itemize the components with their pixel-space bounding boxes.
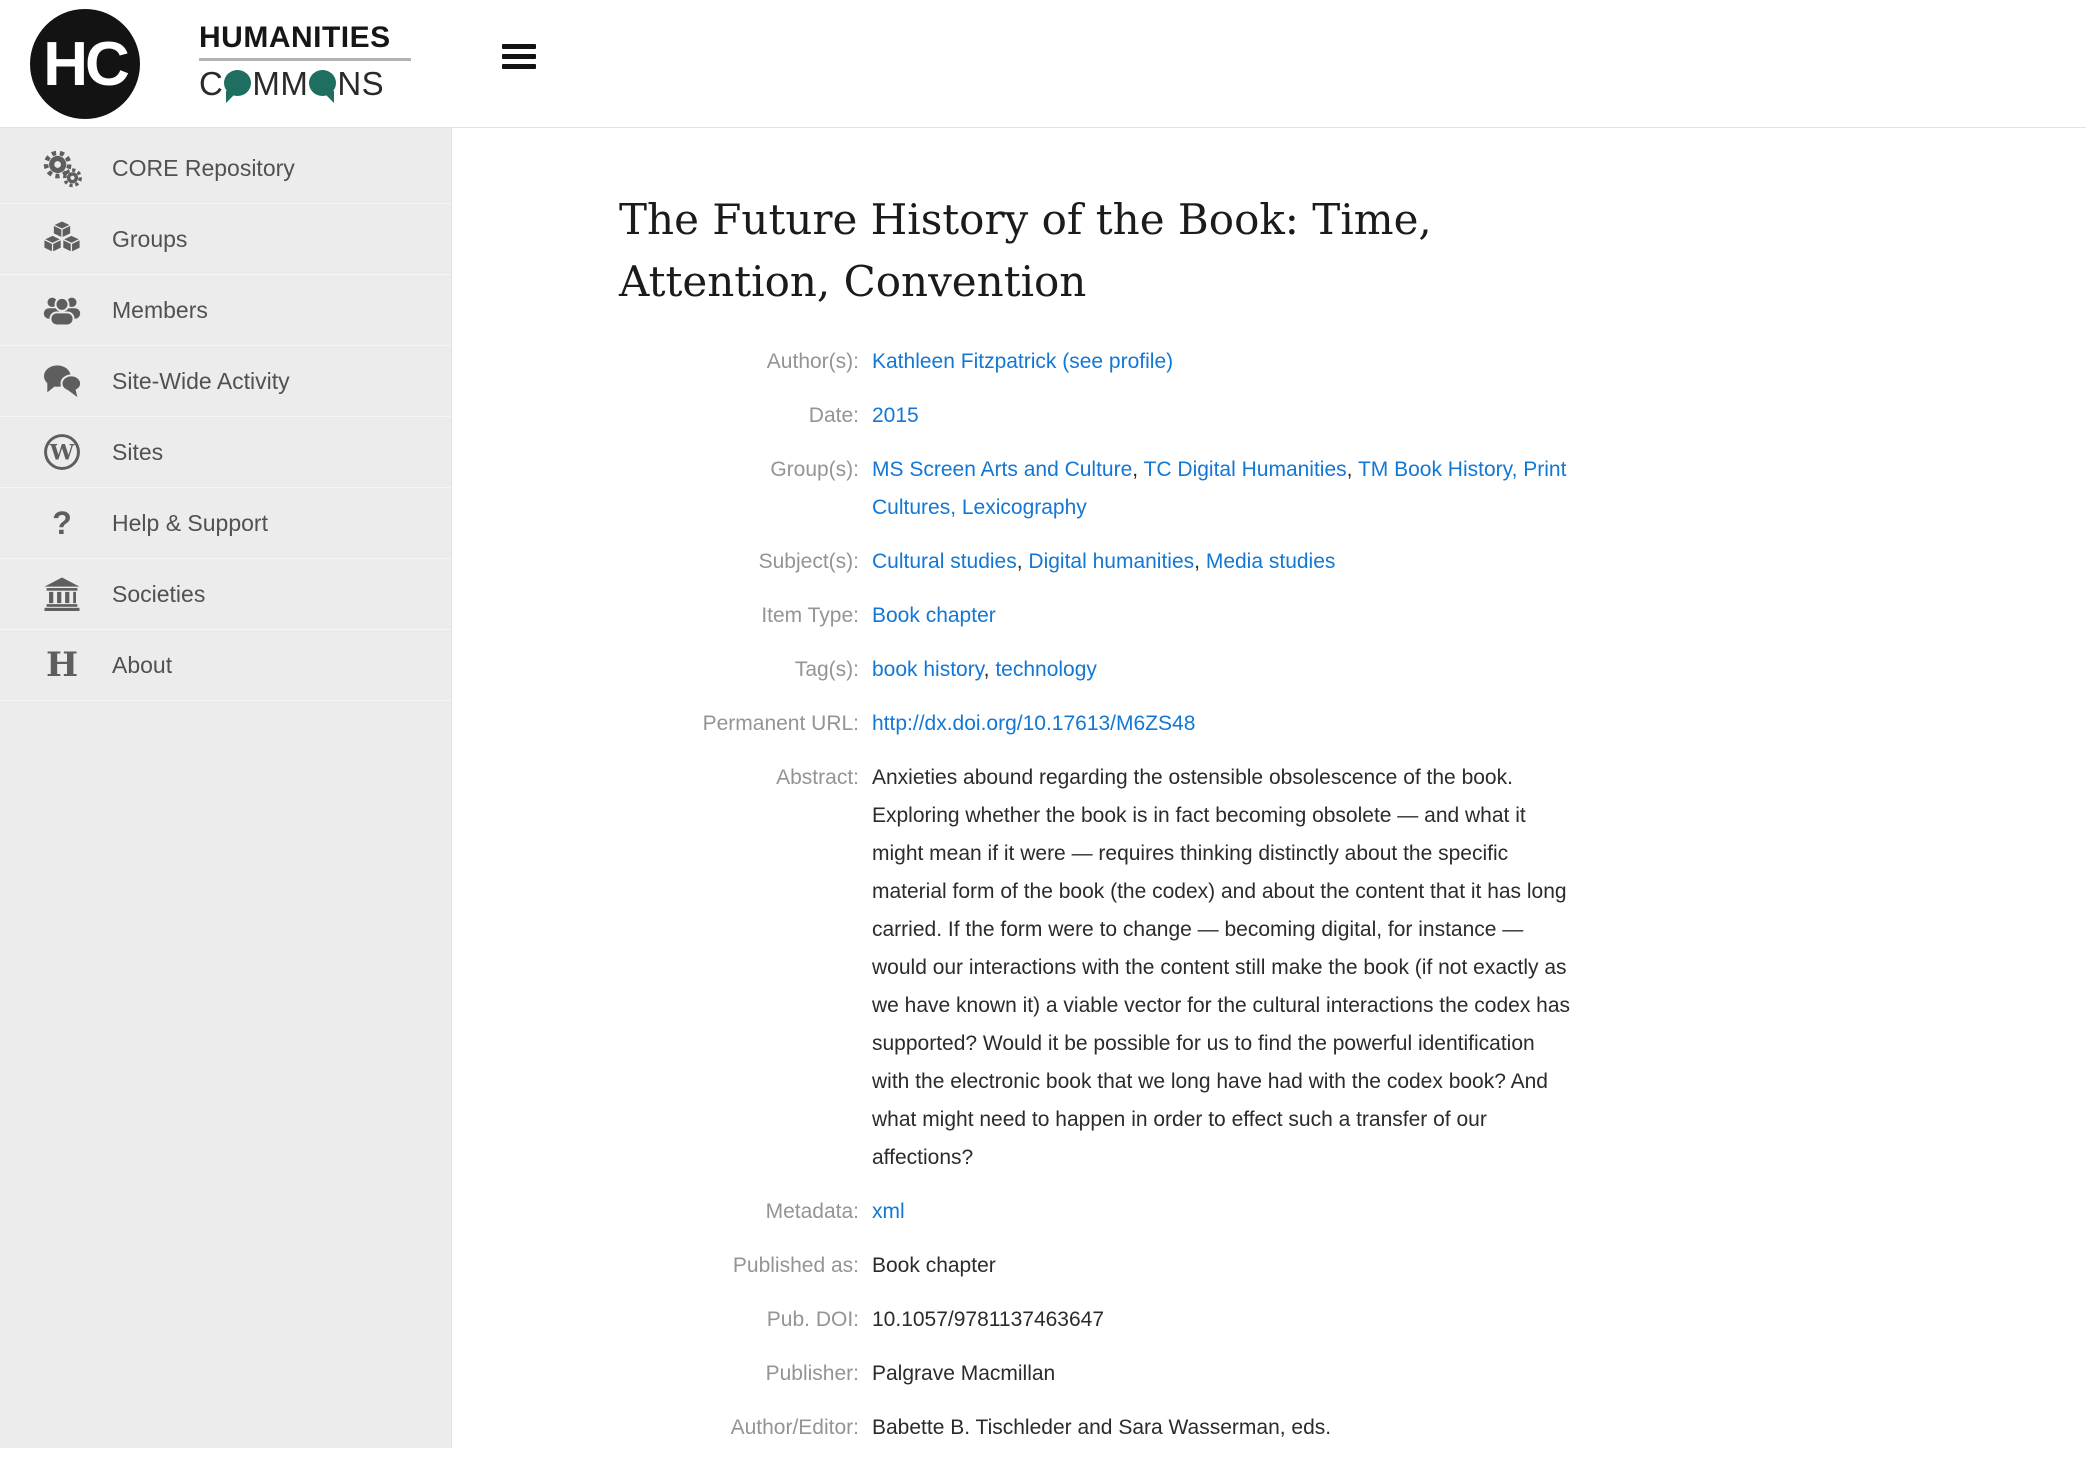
sidebar-item-label: Help & Support [112, 509, 268, 536]
sidebar-item-label: Societies [112, 580, 206, 607]
top-header [0, 0, 2086, 128]
speech-bubble-icon [309, 70, 336, 96]
sidebar-item-members[interactable] [0, 275, 451, 346]
sidebar-item-help-support[interactable] [0, 488, 451, 559]
date-link[interactable]: 2015 [872, 404, 919, 428]
sidebar-item-core-repository[interactable] [0, 133, 451, 204]
wordmark-commons [199, 65, 411, 103]
meta-label-tags: Tag(s): [794, 658, 859, 682]
meta-label-subjects: Subject(s): [758, 550, 859, 574]
meta-value-publisher: Palgrave Macmillan [872, 1362, 1056, 1386]
meta-value-subjects [872, 543, 1572, 581]
menu-button[interactable] [502, 44, 536, 69]
meta-label-item-type: Item Type: [761, 604, 859, 628]
hamburger-icon [502, 44, 536, 49]
link-separator: , [983, 658, 996, 682]
sidebar-item-societies[interactable] [0, 559, 451, 630]
subjects-link[interactable]: Media studies [1205, 550, 1336, 574]
meta-value-item-type [872, 597, 1572, 635]
wordmark-letter: MM [252, 65, 309, 102]
meta-row-metadata [619, 1193, 1629, 1231]
meta-row-subjects [619, 543, 1629, 581]
svg-text:W: W [49, 439, 75, 466]
meta-row-groups [619, 451, 1629, 527]
link-separator: , [1016, 550, 1029, 574]
groups-link[interactable]: MS Screen Arts and Culture [872, 458, 1133, 482]
sidebar-item-label: Site-Wide Activity [112, 367, 290, 394]
groups-link[interactable]: TM Book History, Print Cultures, Lexicography [872, 458, 1567, 520]
sidebar-item-sites[interactable] [0, 417, 451, 488]
meta-row-date [619, 397, 1629, 435]
meta-value-pub-doi: 10.1057/9781137463647 [872, 1308, 1105, 1332]
metadata-list [619, 343, 1629, 1447]
h-letter-icon: H [45, 645, 79, 685]
meta-label-author-editor: Author/Editor: [730, 1416, 859, 1440]
wordmark-letter: C [199, 65, 224, 102]
sidebar-item-label: Groups [112, 225, 188, 252]
meta-row-publisher [619, 1355, 1629, 1393]
sidebar-item-label: Members [112, 296, 208, 323]
meta-label-authors: Author(s): [766, 350, 859, 374]
bank-icon [36, 573, 88, 615]
groups-link[interactable]: TC Digital Humanities [1143, 458, 1347, 482]
meta-label-publisher: Publisher: [765, 1362, 859, 1386]
question-icon: ? [52, 505, 72, 541]
meta-value-permanent-url [872, 705, 1572, 743]
meta-value-authors [872, 343, 1572, 381]
meta-label-date: Date: [808, 404, 859, 428]
meta-row-permanent-url [619, 705, 1629, 743]
tags-link[interactable]: book history [872, 658, 984, 682]
meta-value-date [872, 397, 1572, 435]
sidebar-item-label: CORE Repository [112, 154, 295, 181]
hc-logo-initials: HC [43, 29, 127, 99]
tags-link[interactable]: technology [995, 658, 1097, 682]
wordpress-icon [36, 431, 88, 473]
sidebar-item-label: About [112, 651, 173, 678]
subjects-link[interactable]: Cultural studies [872, 550, 1017, 574]
users-icon [36, 289, 88, 331]
meta-value-abstract: Anxieties abound regarding the ostensible obsolescence of the book. Exploring whether the book is in fact becoming obsolete — and what it might mean if it were — requires thinking distinctly about the specific material form of the book (the codex) and about the content that it has long carried. If the form were to change — becoming digital, for instance — would our interactions with the content still make the book (if not exactly as we have known it) a viable vector for the cultural interactions the codex has supported? Would it be possible for us to find the powerful identification with the electronic book that we long have had with the codex book? And what might need to happen in order to effect such a transfer of our affections? [872, 766, 1571, 1170]
page-title: The Future History of the Book: Time, Attention, Convention [619, 195, 1432, 307]
meta-value-groups [872, 451, 1572, 527]
hc-logo[interactable] [30, 9, 140, 119]
link-separator: , [1346, 458, 1358, 482]
subjects-link[interactable]: Digital humanities [1028, 550, 1195, 574]
meta-row-abstract [619, 759, 1629, 1177]
cubes-icon [36, 218, 88, 260]
speech-bubble-icon [224, 70, 251, 96]
authors-link[interactable]: Kathleen Fitzpatrick (see profile) [872, 350, 1174, 374]
sidebar-nav [0, 127, 452, 1448]
main-content [453, 127, 2086, 1463]
meta-label-published-as: Published as: [732, 1254, 859, 1278]
meta-value-metadata [872, 1193, 1572, 1231]
humanities-commons-wordmark[interactable] [199, 21, 411, 103]
meta-row-authors [619, 343, 1629, 381]
meta-value-author-editor: Babette B. Tischleder and Sara Wasserman, eds. [872, 1416, 1332, 1440]
sidebar-item-about[interactable] [0, 630, 451, 701]
comments-icon [36, 360, 88, 402]
deposit-item [619, 189, 1629, 1447]
sidebar-item-label: Sites [112, 438, 164, 465]
wordmark-humanities: HUMANITIES [199, 21, 391, 54]
meta-label-abstract: Abstract: [776, 766, 859, 790]
meta-label-permanent-url: Permanent URL: [702, 712, 859, 736]
meta-label-metadata: Metadata: [765, 1200, 859, 1224]
sidebar-item-site-wide-activity[interactable] [0, 346, 451, 417]
meta-label-pub-doi: Pub. DOI: [766, 1308, 859, 1332]
meta-value-published-as: Book chapter [872, 1254, 996, 1278]
wordmark-letter: NS [337, 65, 385, 102]
link-separator: , [1194, 550, 1206, 574]
gears-icon [36, 147, 88, 189]
metadata-link[interactable]: xml [872, 1200, 905, 1224]
meta-row-tags [619, 651, 1629, 689]
meta-row-pub-doi [619, 1301, 1629, 1339]
meta-row-item-type [619, 597, 1629, 635]
meta-value-tags [872, 651, 1572, 689]
permanent-url-link[interactable]: http://dx.doi.org/10.17613/M6ZS48 [872, 712, 1196, 736]
meta-label-groups: Group(s): [770, 458, 859, 482]
sidebar-item-groups[interactable] [0, 204, 451, 275]
meta-row-published-as [619, 1247, 1629, 1285]
link-separator: , [1132, 458, 1144, 482]
meta-row-author-editor [619, 1409, 1629, 1447]
wordmark-divider [199, 58, 411, 61]
item-type-link[interactable]: Book chapter [872, 604, 996, 628]
